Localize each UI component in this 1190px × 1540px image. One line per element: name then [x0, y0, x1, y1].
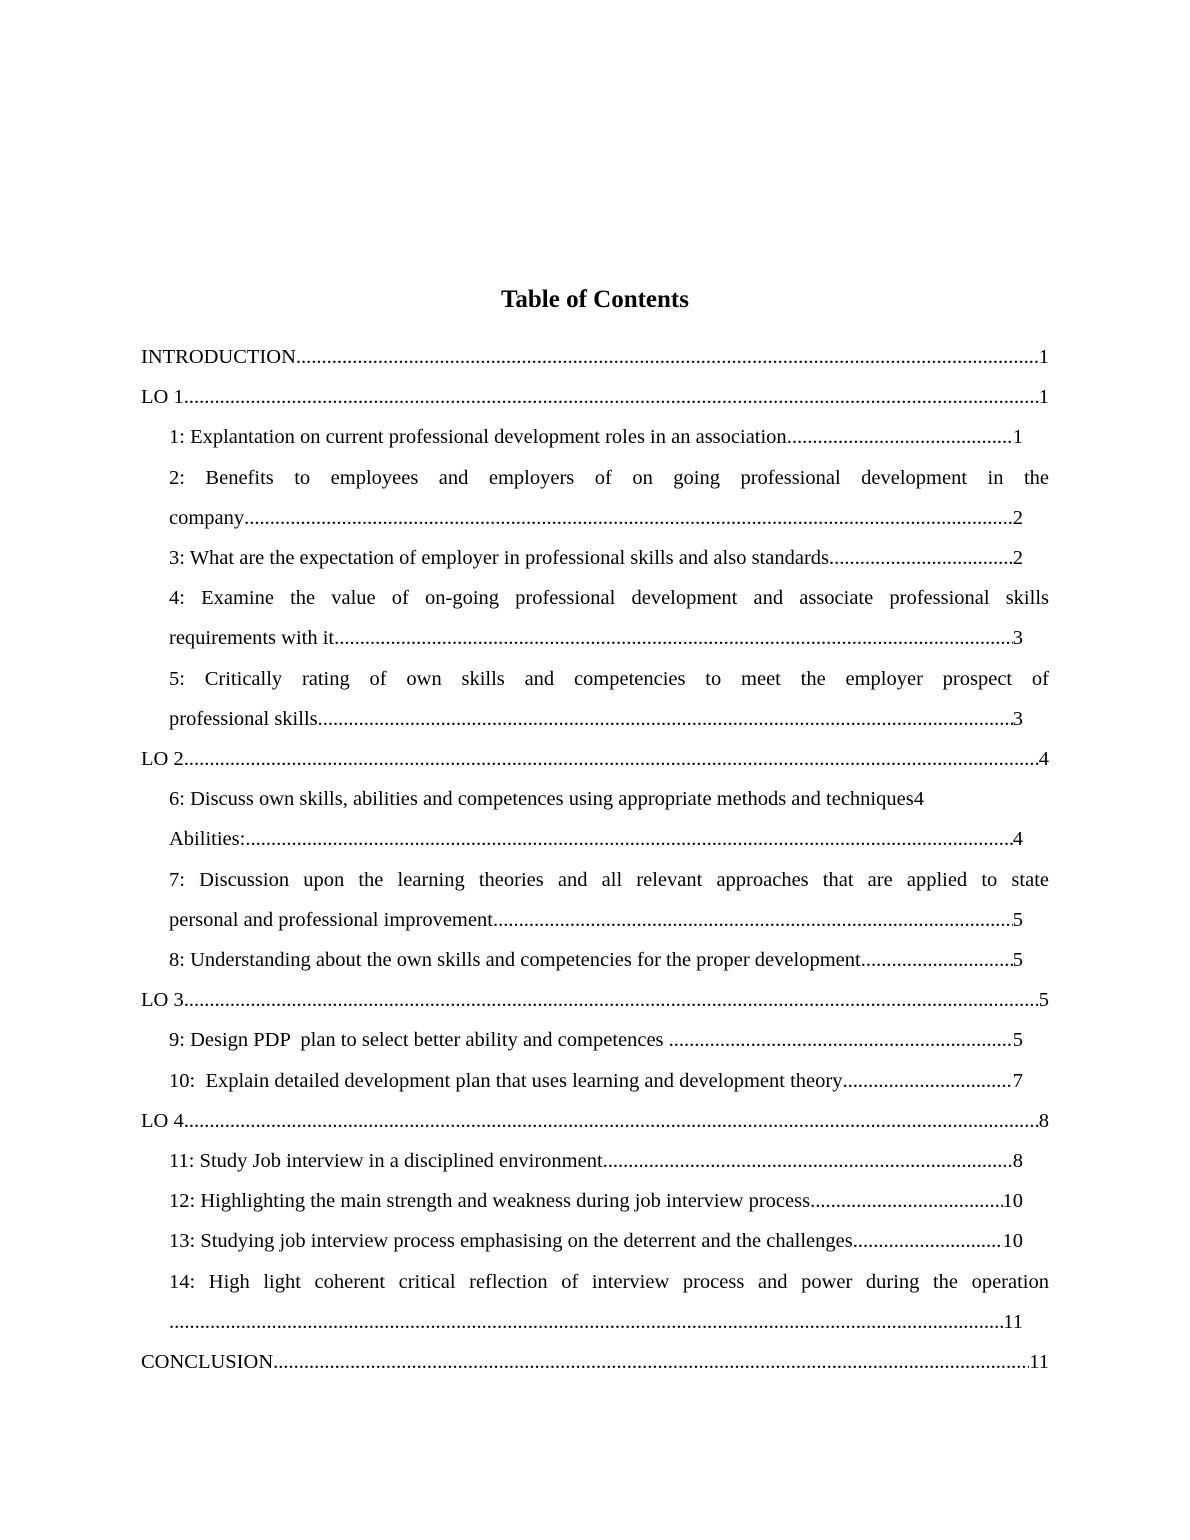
toc-entry-text: LO 1 [141, 386, 184, 409]
toc-entry-page: 11 [1003, 1310, 1023, 1333]
dot-leader [184, 980, 1039, 1020]
toc-entry-text: 6: Discuss own skills, abilities and competences using appropriate methods and techniques [169, 788, 914, 811]
toc-entry-text: professional skills [169, 707, 318, 730]
toc-entry-page: 1 [1038, 386, 1049, 409]
toc-entry-text: 9: Design PDP plan to select better ability and competences [169, 1029, 669, 1052]
toc-entry-text: requirements with it [169, 627, 335, 650]
toc-entry-lo2[interactable] [141, 739, 1049, 779]
toc-entry-abilities[interactable] [169, 819, 1023, 859]
toc-entry-page: 8 [1012, 1150, 1023, 1173]
toc-entry-first-line: 14: High light coherent critical reflection of interview process and power during the operation [169, 1270, 1049, 1293]
toc-entry-10[interactable] [169, 1061, 1023, 1101]
dot-leader [169, 1302, 1003, 1342]
toc-entry-lo3[interactable] [141, 980, 1049, 1020]
toc-entry-text: 8: Understanding about the own skills and competencies for the proper development [169, 949, 861, 972]
dot-leader [184, 1101, 1039, 1141]
toc-entry-page: 10 [1002, 1230, 1023, 1253]
toc-heading: Table of Contents [501, 286, 689, 313]
dot-leader [787, 417, 1013, 457]
toc-entry-3[interactable] [169, 538, 1023, 578]
toc-entry-8[interactable] [169, 940, 1023, 980]
toc-entry-4[interactable] [169, 578, 1049, 658]
toc-entry-text: company [169, 506, 245, 529]
toc-entry-text: 13: Studying job interview process emphasising on the deterrent and the challenges [169, 1230, 853, 1253]
dot-leader [184, 739, 1039, 779]
toc-entry-first-line: 5: Critically rating of own skills and competencies to meet the employer prospect of [169, 667, 1049, 690]
toc-entry-page: 4 [1012, 828, 1023, 851]
toc-entry-text: 10: Explain detailed development plan that uses learning and development theory [169, 1069, 843, 1092]
toc-entry-text: LO 4 [141, 1109, 184, 1132]
toc-entry-13[interactable] [169, 1221, 1023, 1261]
dot-leader [245, 819, 1012, 859]
dot-leader [318, 699, 1013, 739]
toc-entry-text: INTRODUCTION [141, 346, 296, 368]
toc-entry-text: 1: Explantation on current professional development roles in an association [169, 426, 787, 449]
toc-entry-page: 5 [1012, 949, 1023, 972]
toc-entry-conclusion[interactable] [141, 1342, 1049, 1382]
dot-leader [273, 1342, 1029, 1382]
toc-entry-page: 1 [1038, 346, 1049, 368]
toc-entry-text: 3: What are the expectation of employer in professional skills and also standards [169, 547, 829, 570]
toc-entry-11[interactable] [169, 1141, 1023, 1181]
toc-entry-page: 10 [1002, 1190, 1023, 1213]
toc-entry-first-line: 7: Discussion upon the learning theories and all relevant approaches that are applied to state [169, 868, 1049, 891]
toc-entry-text: 11: Study Job interview in a disciplined environment [169, 1150, 603, 1173]
toc-entry-7[interactable] [169, 860, 1049, 940]
toc-list [141, 337, 1049, 1382]
toc-entry-text: LO 2 [141, 748, 184, 771]
toc-entry-lo1[interactable] [141, 377, 1049, 417]
toc-entry-page: 2 [1012, 547, 1023, 570]
dot-leader [296, 337, 1039, 377]
dot-leader [842, 1061, 1012, 1101]
toc-entry-lo4[interactable] [141, 1101, 1049, 1141]
toc-entry-14[interactable] [169, 1262, 1049, 1342]
toc-entry-12[interactable] [169, 1181, 1023, 1221]
dot-leader [184, 377, 1039, 417]
toc-entry-page: 3 [1012, 707, 1023, 730]
toc-entry-first-line: 4: Examine the value of on-going professional development and associate professional skills [169, 587, 1049, 610]
dot-leader [853, 1221, 1003, 1261]
toc-entry-introduction[interactable] [141, 337, 1049, 377]
dot-leader [829, 538, 1013, 578]
toc-entry-page: 5 [1012, 1029, 1023, 1052]
dot-leader [861, 940, 1013, 980]
toc-entry-2[interactable] [169, 458, 1049, 538]
toc-entry-5[interactable] [169, 659, 1049, 739]
dot-leader [669, 1020, 1013, 1060]
toc-entry-first-line: 2: Benefits to employees and employers of on going professional development in the [169, 466, 1049, 489]
dot-leader [334, 618, 1013, 658]
toc-entry-page: 3 [1012, 627, 1023, 650]
dot-leader [810, 1181, 1002, 1221]
toc-entry-page: 4 [1038, 748, 1049, 771]
toc-entry-6[interactable] [169, 779, 1023, 819]
toc-entry-page: 4 [913, 788, 924, 811]
toc-entry-text: CONCLUSION [141, 1351, 274, 1374]
toc-entry-text: personal and professional improvement [169, 908, 493, 931]
dot-leader [603, 1141, 1013, 1181]
toc-entry-1[interactable] [169, 417, 1023, 457]
toc-entry-page: 11 [1029, 1351, 1049, 1374]
toc-entry-9[interactable] [169, 1020, 1023, 1060]
toc-entry-page: 2 [1012, 506, 1023, 529]
toc-entry-page: 5 [1038, 989, 1049, 1012]
dot-leader [493, 900, 1013, 940]
toc-entry-page: 5 [1012, 908, 1023, 931]
toc-entry-text: Abilities: [169, 828, 246, 851]
dot-leader [244, 498, 1013, 538]
toc-entry-page: 8 [1038, 1109, 1049, 1132]
toc-entry-page: 1 [1012, 426, 1023, 449]
toc-entry-text: LO 3 [141, 989, 184, 1012]
toc-entry-text: 12: Highlighting the main strength and weakness during job interview process [169, 1190, 811, 1213]
toc-entry-page: 7 [1012, 1069, 1023, 1092]
